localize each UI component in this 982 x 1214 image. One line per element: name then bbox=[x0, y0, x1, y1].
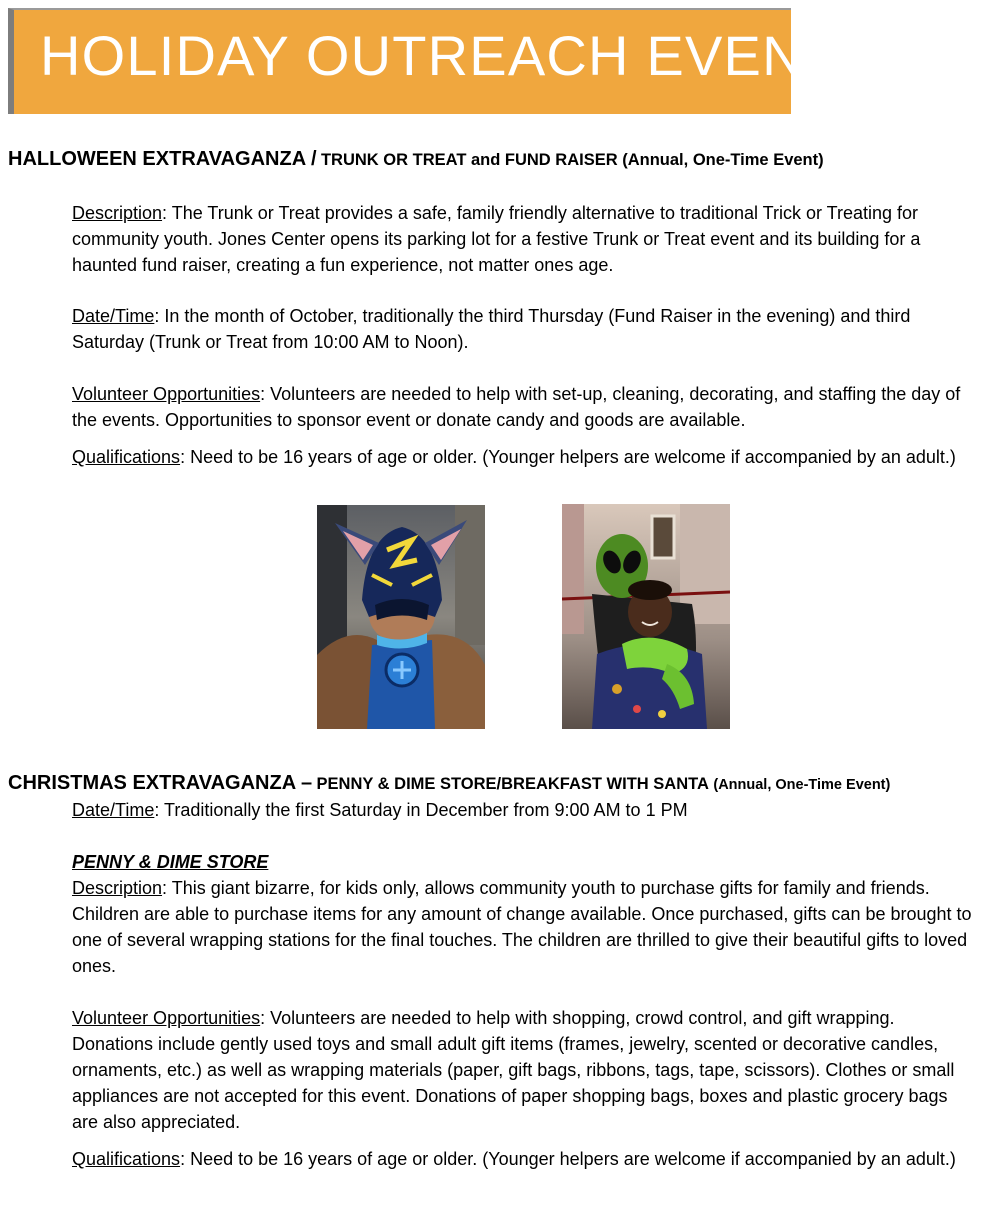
christmas-volunteer bbox=[72, 1005, 972, 1135]
halloween-datetime bbox=[72, 303, 972, 355]
christmas-heading bbox=[8, 773, 890, 793]
christmas-datetime bbox=[72, 797, 972, 823]
halloween-datetime-label: Date/Time bbox=[72, 306, 155, 326]
page-title: HOLIDAY OUTREACH EVENTS bbox=[40, 24, 878, 87]
christmas-description-label: Description bbox=[72, 878, 163, 898]
halloween-volunteer-label: Volunteer Opportunities bbox=[72, 384, 261, 404]
halloween-datetime-text: : In the month of October, traditionally the third Thursday (Fund Raiser in the evening) and third Saturday (Trunk or Treat from 10:00 AM to Noon). bbox=[72, 306, 911, 352]
christmas-description-text: : This giant bizarre, for kids only, allows community youth to purchase gifts for family and friends. Children are able to purchase items for any amount of change available. Once purchased, gifts can be brought to one of several wrapping stations for the final touches. The children are thrilled to give their beautiful gifts to loved ones. bbox=[72, 878, 972, 976]
halloween-qualifications-label: Qualifications bbox=[72, 447, 181, 467]
halloween-qualifications-text: : Need to be 16 years of age or older. (Younger helpers are welcome if accompanied by an adult.) bbox=[180, 447, 956, 467]
christmas-heading-note: (Annual, One-Time Event) bbox=[713, 777, 891, 793]
christmas-qualifications bbox=[72, 1146, 972, 1172]
christmas-qualifications-text: : Need to be 16 years of age or older. (Younger helpers are welcome if accompanied by an adult.) bbox=[180, 1149, 956, 1169]
title-banner bbox=[8, 8, 878, 114]
christmas-description bbox=[72, 875, 972, 979]
halloween-heading-sub: TRUNK OR TREAT and FUND RAISER (Annual, One-Time Event) bbox=[320, 151, 824, 169]
christmas-datetime-text: : Traditionally the first Saturday in December from 9:00 AM to 1 PM bbox=[154, 800, 688, 820]
christmas-datetime-label: Date/Time bbox=[72, 800, 155, 820]
halloween-description-text: : The Trunk or Treat provides a safe, family friendly alternative to traditional Trick or Treating for community youth. Jones Center opens its parking lot for a festive Trunk or Treat event and its building for a haunted fund raiser, creating a fun experience, not matter ones age. bbox=[72, 203, 921, 275]
halloween-heading bbox=[8, 149, 824, 169]
halloween-heading-main: HALLOWEEN EXTRAVAGANZA / bbox=[8, 148, 317, 170]
halloween-description-label: Description bbox=[72, 203, 163, 223]
penny-dime-store-heading: PENNY & DIME STORE bbox=[72, 852, 269, 872]
child-with-green-alien-costume-photo bbox=[562, 504, 730, 729]
christmas-heading-sub: PENNY & DIME STORE/BREAKFAST WITH SANTA bbox=[316, 775, 709, 793]
christmas-heading-main: CHRISTMAS EXTRAVAGANZA – bbox=[8, 772, 313, 794]
christmas-qualifications-label: Qualifications bbox=[72, 1149, 181, 1169]
christmas-volunteer-text: : Volunteers are needed to help with shopping, crowd control, and gift wrapping. Donations include gently used toys and small adult gift items (frames, jewelry, scented or decorative candles, ornaments, etc.) as well as wrapping materials (paper, gift bags, ribbons, tags, tape, scissors). Clothes or small appliances are not accepted for this event. Donations of paper shopping bags, boxes and plastic grocery bags are also appreciated. bbox=[72, 1008, 955, 1132]
halloween-description bbox=[72, 200, 972, 278]
halloween-volunteer-text: : Volunteers are needed to help with set-up, cleaning, decorating, and staffing the day of the events. Opportunities to sponsor event or donate candy and goods are available. bbox=[72, 384, 961, 430]
child-in-blue-mask-costume-photo bbox=[317, 505, 485, 729]
halloween-volunteer bbox=[72, 381, 972, 433]
christmas-volunteer-label: Volunteer Opportunities bbox=[72, 1008, 261, 1028]
halloween-qualifications bbox=[72, 444, 972, 470]
